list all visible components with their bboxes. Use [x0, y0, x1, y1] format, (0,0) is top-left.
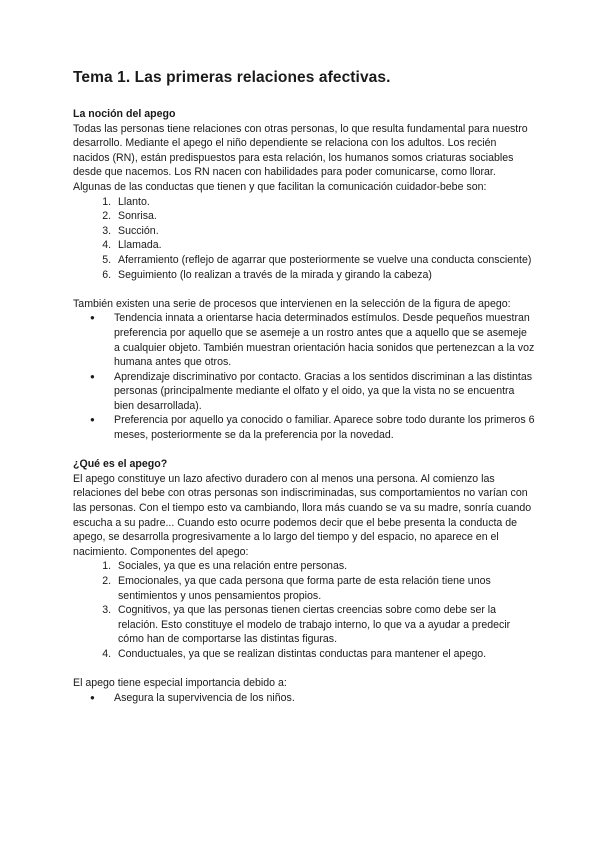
list-item: 5. Aferramiento (reflejo de agarrar que posteriormente se vuelve una conducta consciente)	[114, 253, 535, 268]
list-item: ● Asegura la supervivencia de los niños.	[114, 691, 535, 706]
list-item: 4. Llamada.	[114, 238, 535, 253]
components-list	[73, 559, 535, 661]
page-title: Tema 1. Las primeras relaciones afectivas.	[73, 69, 391, 86]
paragraph-importance-intro: El apego tiene especial importancia debido a:	[73, 677, 287, 690]
processes-list	[73, 311, 535, 442]
behaviors-list	[73, 195, 535, 283]
list-item: ● Tendencia innata a orientarse hacia determinados estímulos. Desde pequeños muestran preferencia por aquello que se asemeje a un rostro antes que a aquello que se asemeje a cualquier objeto. También muestran orientación hacia sonidos que pertenezcan a la voz humana antes que otros.	[114, 311, 535, 369]
list-item: 1. Sociales, ya que es una relación entre personas.	[114, 559, 535, 574]
list-item: ● Preferencia por aquello ya conocido o familiar. Aparece sobre todo durante los primeros 6 meses, posteriormente se da la preferencia por la novedad.	[114, 413, 535, 442]
section-heading-what-is-apego: ¿Qué es el apego?	[73, 458, 168, 471]
list-item: 6. Seguimiento (lo realizan a través de la mirada y girando la cabeza)	[114, 268, 535, 283]
list-item: 3. Succión.	[114, 224, 535, 239]
section-heading-apego-notion: La noción del apego	[73, 108, 176, 120]
paragraph-intro: Todas las personas tiene relaciones con otras personas, lo que resulta fundamental para nuestro desarrollo. Mediante el apego el niño dependiente se relaciona con los adultos. Los recién nacidos (RN), están predispuestos para esta relación, los humanos somos criaturas sociables desde que nacemos. Los RN nacen con habilidades para poder comunicarse, como llorar. Algunas de las conductas que tienen y que facilitan la comunicación cuidador-bebe son:	[73, 122, 528, 193]
list-item: 4. Conductuales, ya que se realizan distintas conductas para mantener el apego.	[114, 647, 535, 662]
list-item: 3. Cognitivos, ya que las personas tienen ciertas creencias sobre como debe ser la relación. Esto constituye el modelo de trabajo interno, lo que va a ayudar a predecir cómo han de comportarse las distintas figuras.	[114, 603, 535, 647]
list-item: ● Aprendizaje discriminativo por contacto. Gracias a los sentidos discriminan a las distintas personas (principalmente mediante el olfato y el oido, ya que la vista no se encuentra bien desarrollada).	[114, 370, 535, 414]
list-item: 2. Emocionales, ya que cada persona que forma parte de esta relación tiene unos sentimientos y unos pensamientos propios.	[114, 574, 535, 603]
importance-list	[73, 691, 535, 706]
document-body	[73, 107, 535, 705]
list-item: 1. Llanto.	[114, 195, 535, 210]
list-item: 2. Sonrisa.	[114, 209, 535, 224]
paragraph-apego-definition: El apego constituye un lazo afectivo duradero con al menos una persona. Al comienzo las relaciones del bebe con otras personas son indiscriminadas, sus comportamientos no varían con las personas. Con el tiempo esto va cambiando, llora más cuando se va su madre, sonría cuando escucha a su padre... Cuando esto ocurre podemos decir que el bebe presenta la conducta de apego, se desarrolla progresivamente a lo largo del tiempo y del espacio, no aparece en el nacimiento. Componentes del apego:	[73, 472, 532, 558]
paragraph-processes-intro: También existen una serie de procesos que intervienen en la selección de la figura de apego:	[73, 297, 511, 310]
